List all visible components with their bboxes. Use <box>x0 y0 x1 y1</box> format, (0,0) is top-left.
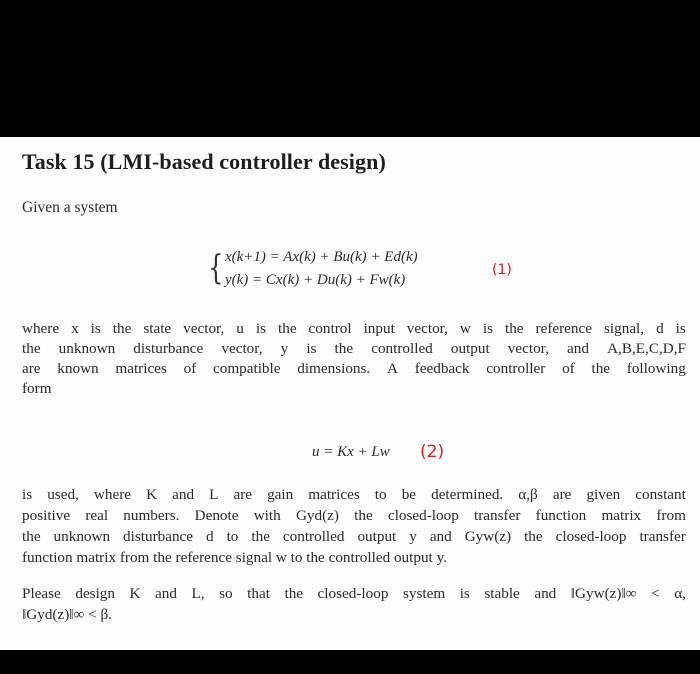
word: output <box>450 340 490 357</box>
word: controller <box>486 360 546 377</box>
word: d <box>656 320 664 337</box>
word: and <box>429 528 452 545</box>
word: reference <box>535 320 593 337</box>
word: is <box>22 486 33 503</box>
word: feedback <box>414 360 470 377</box>
word: d <box>206 528 214 545</box>
word: unknown <box>53 528 111 545</box>
word: matrices <box>308 486 360 503</box>
word: K <box>129 585 141 602</box>
paragraph2-line2 <box>22 506 686 526</box>
word: disturbance <box>123 528 194 545</box>
word: gain <box>267 486 294 503</box>
word: dimensions. <box>297 360 371 377</box>
paragraph3-line2: ‖Gyd(z)‖∞ < β. <box>22 606 113 623</box>
word: is <box>306 340 317 357</box>
paragraph1-line3 <box>22 359 686 379</box>
word: the <box>22 528 41 545</box>
word: controlled <box>282 528 345 545</box>
word: the <box>284 585 304 602</box>
word: Gyd(z) <box>295 507 339 524</box>
state-equation: x(k+1) = Ax(k) + Bu(k) + Ed(k) <box>225 249 418 265</box>
word: the <box>504 320 524 337</box>
word: is <box>482 320 493 337</box>
word: Please <box>22 585 61 602</box>
equation-label-1: (1) <box>492 262 512 278</box>
word: output <box>357 528 397 545</box>
word: vector, <box>183 320 225 337</box>
word: with <box>253 507 281 524</box>
word: stable <box>484 585 520 602</box>
word: are <box>233 486 252 503</box>
word: closed-loop <box>555 528 627 545</box>
word: vector, <box>507 340 549 357</box>
word: and <box>172 486 195 503</box>
word: Denote <box>194 507 239 524</box>
paragraph2-line4 <box>22 548 686 568</box>
paragraph1-line2 <box>22 339 686 359</box>
word: transfer <box>474 507 521 524</box>
word: design <box>75 585 115 602</box>
word: the <box>591 360 611 377</box>
paragraph3-line1 <box>22 584 686 604</box>
word: ‖Gyw(z)‖∞ <box>570 585 637 602</box>
word: numbers. <box>123 507 180 524</box>
brace-symbol: { <box>208 248 224 288</box>
word: state <box>143 320 172 337</box>
word: L, <box>191 585 205 602</box>
word: A <box>386 360 398 377</box>
word: closed-loop <box>387 507 459 524</box>
word: positive <box>22 507 71 524</box>
word: u <box>236 320 244 337</box>
paragraph1-line1 <box>22 319 686 339</box>
word: of <box>183 360 197 377</box>
word: constant <box>635 486 686 503</box>
word: and <box>155 585 177 602</box>
paragraph1-line4 <box>22 379 686 399</box>
word: is <box>255 320 267 337</box>
word: used, <box>47 486 79 503</box>
word: L <box>209 486 219 503</box>
word: control <box>308 320 352 337</box>
paragraph2-line3 <box>22 527 686 547</box>
word: the <box>251 528 270 545</box>
word: determined. <box>431 486 504 503</box>
word: w <box>459 320 471 337</box>
word: system <box>402 585 446 602</box>
word: the <box>112 320 132 337</box>
word: the <box>334 340 354 357</box>
document-page <box>0 137 700 650</box>
word: matrix <box>601 507 642 524</box>
word: real <box>85 507 109 524</box>
word: of <box>562 360 575 377</box>
word: are <box>22 360 41 377</box>
word: y <box>280 340 289 357</box>
word: α, <box>674 585 686 602</box>
word: so <box>219 585 233 602</box>
word: K <box>146 486 158 503</box>
intro-text: Given a system <box>22 199 118 216</box>
word: function matrix from the reference signal w to the controlled output y. <box>22 549 447 566</box>
word: vector, <box>221 340 263 357</box>
word: is <box>90 320 101 337</box>
word: compatible <box>213 360 281 377</box>
word: the <box>22 340 41 357</box>
word: Gyw(z) <box>464 528 512 545</box>
word: disturbance <box>133 340 204 357</box>
word: the <box>278 320 297 337</box>
word: known <box>57 360 99 377</box>
word: controlled <box>371 340 433 357</box>
word: is <box>459 585 470 602</box>
equation-label-2: (2) <box>420 442 445 462</box>
task-title: Task 15 (LMI-based controller design) <box>22 149 386 174</box>
word: < <box>651 585 660 602</box>
word: form <box>22 380 52 397</box>
word: that <box>247 585 270 602</box>
word: the <box>354 507 373 524</box>
word: to <box>374 486 387 503</box>
word: and <box>567 340 589 357</box>
word: α,β <box>518 486 538 503</box>
word: function <box>535 507 587 524</box>
word: where <box>93 486 132 503</box>
word: A,B,E,C,D,F <box>607 340 686 357</box>
word: given <box>586 486 621 503</box>
word: unknown <box>58 340 116 357</box>
word: and <box>534 585 557 602</box>
word: vector, <box>406 320 448 337</box>
paragraph2-line1 <box>22 485 686 505</box>
word: be <box>401 486 417 503</box>
control-law: u = Kx + Lw <box>312 444 390 460</box>
word: to <box>226 528 239 545</box>
word: the <box>524 528 543 545</box>
output-equation: y(k) = Cx(k) + Du(k) + Fw(k) <box>225 272 406 288</box>
word: signal, <box>604 320 645 337</box>
word: closed-loop <box>317 585 389 602</box>
word: matrices <box>115 360 167 377</box>
word: x <box>71 320 79 337</box>
word: input <box>363 320 395 337</box>
word: are <box>552 486 572 503</box>
word: transfer <box>639 528 686 545</box>
word: y <box>409 528 417 545</box>
word: is <box>675 320 686 337</box>
word: from <box>656 507 686 524</box>
word: where <box>22 320 60 337</box>
word: following <box>626 360 686 377</box>
